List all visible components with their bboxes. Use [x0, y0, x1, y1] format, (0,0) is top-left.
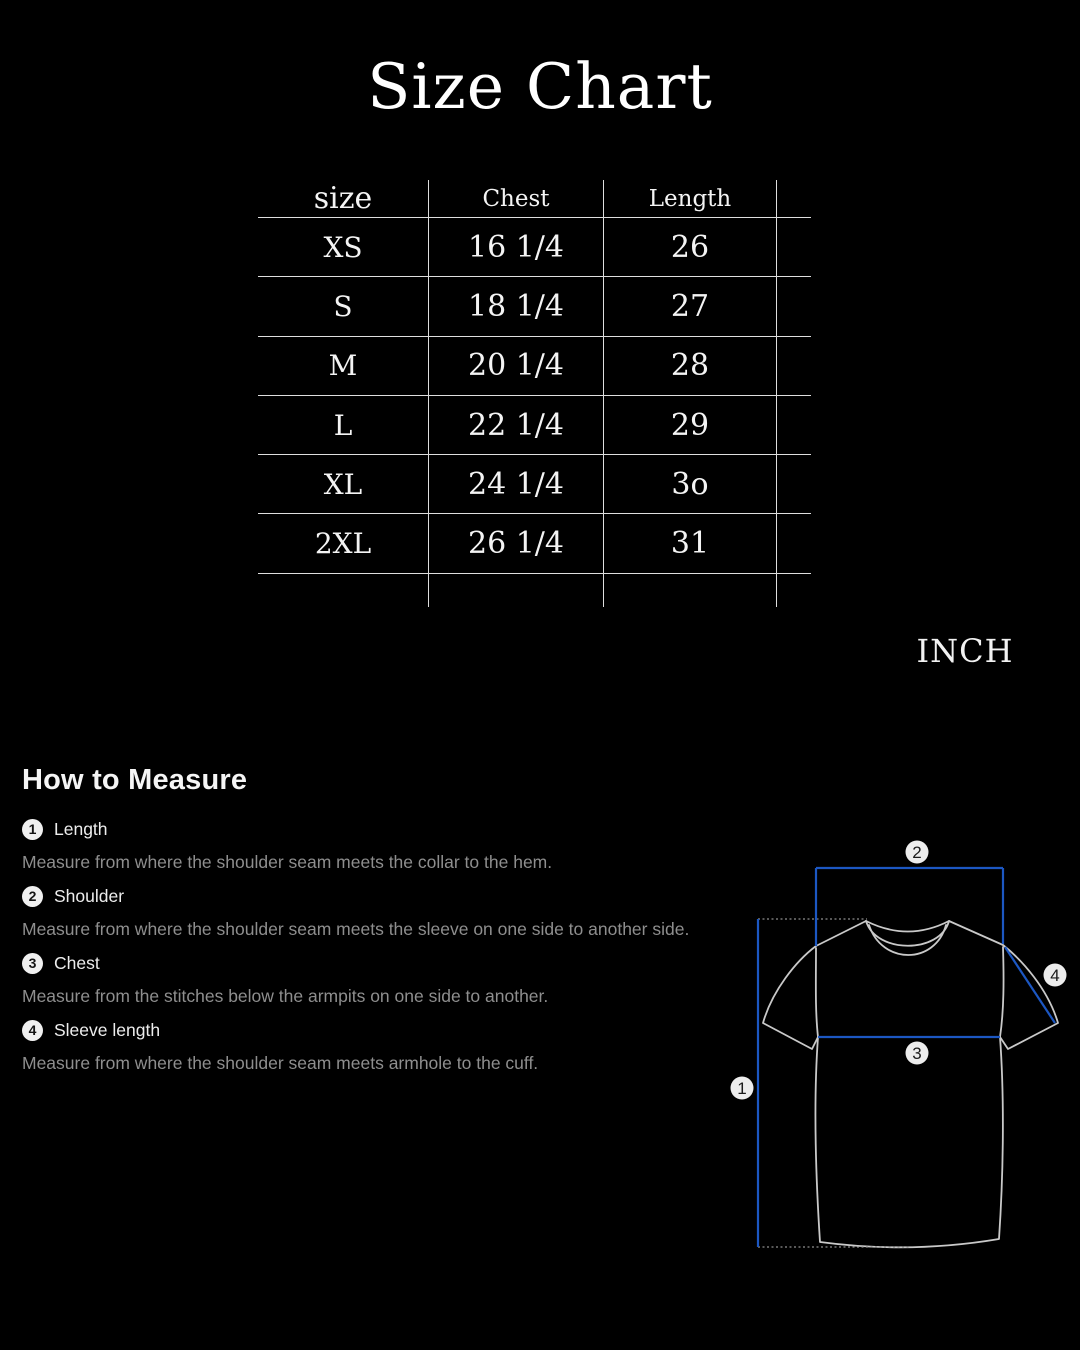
- chest-cell: 20 1/4: [428, 337, 603, 396]
- table-row: [258, 337, 811, 396]
- measure-item-description: Measure from the stitches below the armpits on one side to another.: [22, 986, 549, 1006]
- measure-item: [22, 1019, 722, 1041]
- length-cell: 27: [603, 277, 776, 336]
- marker-number-3: 3: [912, 1044, 922, 1063]
- tshirt-outline: [763, 921, 1058, 1247]
- size-cell: M: [258, 337, 428, 396]
- diagram-markers: [731, 841, 1067, 1100]
- measure-item-label: Chest: [54, 953, 100, 973]
- measure-item-description: Measure from where the shoulder seam meets armhole to the cuff.: [22, 1053, 539, 1073]
- unit-label: INCH: [916, 632, 1014, 670]
- chest-cell: 22 1/4: [428, 396, 603, 455]
- length-cell: 3o: [603, 455, 776, 514]
- number-badge-icon: 4: [22, 1020, 43, 1041]
- table-footer-extension: [258, 574, 811, 607]
- column-header-empty: [776, 180, 811, 218]
- sleeve-measure-line: [1005, 947, 1055, 1023]
- length-cell: 31: [603, 514, 776, 573]
- column-header-length: Length: [603, 180, 776, 218]
- length-cell: 28: [603, 337, 776, 396]
- table-row: [258, 514, 811, 573]
- length-cell: 29: [603, 396, 776, 455]
- measure-item: [22, 818, 722, 840]
- how-to-measure-section: [22, 764, 722, 1074]
- column-header-chest: Chest: [428, 180, 603, 218]
- size-cell: XS: [258, 218, 428, 277]
- page-title: Size Chart: [367, 50, 713, 123]
- size-table-header-row: [258, 180, 811, 218]
- chest-cell: 16 1/4: [428, 218, 603, 277]
- measure-item-description: Measure from where the shoulder seam meets the sleeve on one side to another side.: [22, 919, 690, 939]
- table-row: [258, 277, 811, 336]
- number-badge-icon: 1: [22, 819, 43, 840]
- measure-item: [22, 885, 722, 907]
- size-table: [258, 180, 811, 607]
- marker-number-1: 1: [737, 1079, 747, 1098]
- chest-cell: 18 1/4: [428, 277, 603, 336]
- table-row: [258, 455, 811, 514]
- measure-item-description: Measure from where the shoulder seam meets the collar to the hem.: [22, 852, 553, 872]
- size-cell: L: [258, 396, 428, 455]
- marker-number-4: 4: [1050, 966, 1060, 985]
- number-badge-icon: 2: [22, 886, 43, 907]
- size-cell: XL: [258, 455, 428, 514]
- size-cell: S: [258, 277, 428, 336]
- measure-item-label: Sleeve length: [54, 1020, 161, 1040]
- number-badge-icon: 3: [22, 953, 43, 974]
- chest-cell: 24 1/4: [428, 455, 603, 514]
- chest-cell: 26 1/4: [428, 514, 603, 573]
- marker-number-2: 2: [912, 843, 922, 862]
- size-cell: 2XL: [258, 514, 428, 573]
- table-row: [258, 218, 811, 277]
- measure-item: [22, 952, 722, 974]
- measure-item-label: Length: [54, 819, 108, 839]
- section-heading: How to Measure: [22, 764, 248, 796]
- column-header-size: size: [258, 180, 428, 218]
- measure-item-label: Shoulder: [54, 886, 125, 906]
- table-row: [258, 396, 811, 455]
- length-cell: 26: [603, 218, 776, 277]
- tshirt-measurement-diagram: [720, 830, 1080, 1270]
- witness-dotted-lines: [758, 919, 910, 1247]
